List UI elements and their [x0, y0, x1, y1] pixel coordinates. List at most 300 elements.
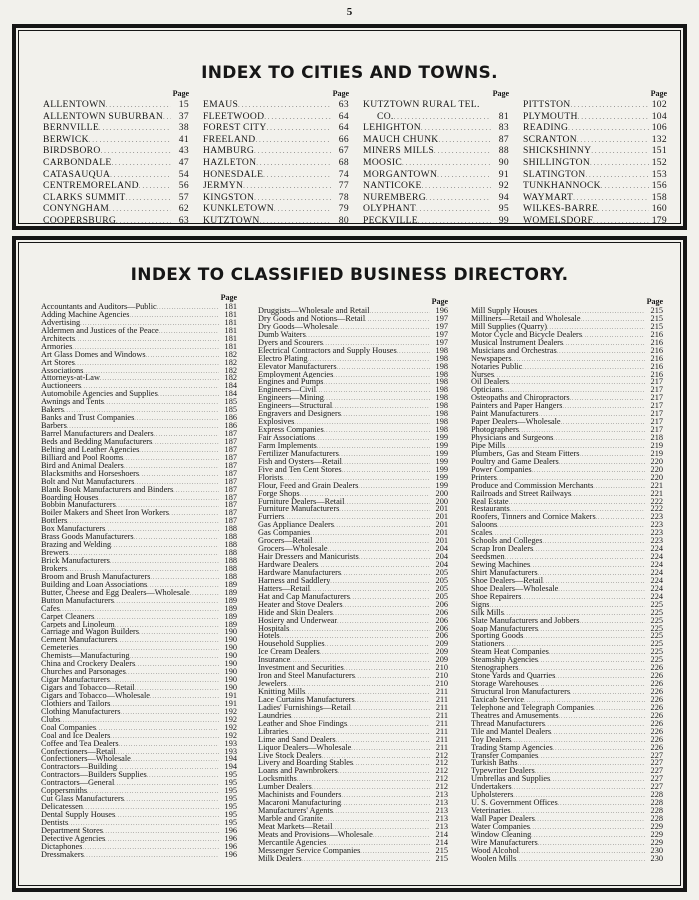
index-entry [523, 180, 667, 192]
index-entry [258, 720, 448, 728]
index-entry [258, 553, 448, 561]
entry-page-number: 206 [435, 615, 448, 625]
entry-name: Shoe Dealers—Retail [471, 576, 544, 585]
dot-leader [342, 468, 430, 476]
entry-page-number: 106 [651, 122, 667, 134]
entry-name: Lumber Dealers [258, 783, 312, 792]
entry-name: CO. [377, 110, 394, 122]
dot-leader [310, 531, 430, 539]
entry-name: Engines and Pumps [258, 378, 324, 387]
index-entry [523, 215, 667, 227]
page-column-label: Page [431, 297, 448, 306]
entry-page-number: 221 [650, 480, 663, 490]
entry-page-number: 197 [435, 337, 448, 347]
dot-leader [359, 555, 430, 563]
entry-name: MOOSIC [363, 156, 403, 168]
index-entry [258, 355, 448, 363]
entry-name: Soap Manufacturers [471, 624, 539, 633]
dot-leader [256, 159, 331, 171]
entry-page-number: 188 [224, 571, 237, 581]
dot-leader [601, 182, 649, 194]
index-entry [258, 640, 448, 648]
entry-page-number: 201 [435, 504, 448, 514]
entry-name: FLEETWOOD [203, 110, 265, 122]
entry-page-number: 189 [224, 603, 237, 613]
index-entry [203, 169, 349, 181]
entry-name: Seedsmen [471, 553, 505, 562]
entry-name: Dyers and Scourers [258, 338, 323, 347]
entry-name: Hat and Cap Manufacturers [258, 592, 350, 601]
dot-leader [332, 404, 430, 412]
index-entry [363, 169, 509, 181]
entry-page-number: 219 [650, 440, 663, 450]
entry-name: Steam Heat Companies [471, 648, 549, 657]
entry-page-number: 190 [224, 651, 237, 661]
dot-leader [558, 587, 645, 595]
dot-leader [339, 452, 430, 460]
entry-name: Turkish Baths [471, 759, 518, 768]
index-entry [258, 402, 448, 410]
entry-name: CLARKS SUMMIT [43, 191, 126, 203]
index-entry [471, 386, 663, 394]
index-entry [258, 474, 448, 482]
dot-leader [163, 113, 171, 125]
entry-page-number: 199 [435, 456, 448, 466]
index-entry [41, 478, 237, 486]
index-entry [258, 371, 448, 379]
index-entry [41, 827, 237, 835]
entry-page-number: 215 [435, 853, 448, 863]
dot-leader [98, 496, 219, 504]
index-entry [471, 545, 663, 553]
entry-page-number: 187 [224, 500, 237, 510]
dot-leader [339, 507, 430, 515]
entry-name: Engineers—Mining [258, 394, 324, 403]
entry-page-number: 74 [338, 168, 349, 180]
index-entry [523, 192, 667, 204]
index-entry [471, 505, 663, 513]
index-entry [471, 609, 663, 617]
entry-name: Investment and Securities [258, 664, 344, 673]
entry-page-number: 217 [650, 377, 663, 387]
entry-page-number: 83 [498, 122, 509, 134]
index-entry [41, 700, 237, 708]
entry-page-number: 64 [338, 122, 349, 134]
entry-name: Banks and Trust Companies [41, 414, 135, 423]
index-entry [471, 791, 663, 799]
dot-leader [123, 456, 219, 464]
entry-name: Meat Markets—Retail [258, 822, 333, 831]
index-entry [258, 466, 448, 474]
index-entry [258, 752, 448, 760]
entry-name: Scales [471, 529, 493, 538]
dot-leader [350, 595, 430, 603]
index-entry [471, 426, 663, 434]
dot-leader [115, 813, 219, 821]
entry-page-number: 79 [338, 203, 349, 215]
index-entry [258, 482, 448, 490]
index-entry [258, 847, 448, 855]
index-entry [43, 203, 189, 215]
index-entry [471, 640, 663, 648]
dot-leader [119, 742, 219, 750]
dot-leader [116, 750, 219, 758]
dot-leader [337, 365, 430, 373]
entry-page-number: 195 [224, 786, 237, 796]
entry-name: Engineers—Structural [258, 402, 333, 411]
index-entry [523, 157, 667, 169]
entry-name: Box Manufacturers [41, 525, 106, 534]
entry-page-number: 215 [650, 313, 663, 323]
index-entry [41, 311, 237, 319]
entry-name: Dentists [41, 818, 69, 827]
entry-name: PLYMOUTH [523, 110, 578, 122]
entry-page-number: 224 [650, 552, 663, 562]
index-entry [363, 215, 509, 227]
entry-page-number: 181 [224, 317, 237, 327]
entry-name: Coppersmiths [41, 787, 88, 796]
entry-page-number: 200 [435, 496, 448, 506]
entry-name: COOPERSBURG [43, 214, 117, 226]
index-entry [41, 748, 237, 756]
dot-leader [289, 627, 430, 635]
dot-leader [568, 124, 649, 136]
index-entry [41, 771, 237, 779]
entry-page-number: 198 [435, 377, 448, 387]
entry-name: Leather and Shoe Findings [258, 719, 348, 728]
entry-name: Carriage and Wagon Builders [41, 628, 140, 637]
dot-leader [530, 563, 645, 571]
entry-page-number: 192 [224, 706, 237, 716]
entry-page-number: 195 [224, 778, 237, 788]
dot-leader [333, 611, 430, 619]
entry-name: Oil Dealers [471, 378, 510, 387]
dot-leader [553, 436, 645, 444]
index-entry [523, 111, 667, 123]
entry-page-number: 210 [435, 671, 448, 681]
entry-page-number: 187 [224, 444, 237, 454]
index-entry [471, 656, 663, 664]
index-entry [41, 359, 237, 367]
entry-name: Musicians and Orchestras [471, 346, 557, 355]
entry-page-number: 217 [650, 401, 663, 411]
entry-name: Transfer Companies [471, 751, 539, 760]
index-entry [41, 486, 237, 494]
entry-name: Sporting Goods [471, 632, 524, 641]
entry-page-number: 192 [224, 722, 237, 732]
dot-leader [593, 484, 645, 492]
index-entry [41, 716, 237, 724]
entry-name: Dry Goods—Wholesale [258, 322, 338, 331]
entry-name: Theatres and Amusements [471, 711, 559, 720]
entry-page-number: 222 [650, 496, 663, 506]
entry-name: Signs [471, 600, 490, 609]
entry-name: Building and Loan Associations [41, 580, 148, 589]
index-entry [41, 692, 237, 700]
entry-page-number: 181 [224, 325, 237, 335]
index-entry [41, 414, 237, 422]
index-entry [41, 541, 237, 549]
entry-name: Wall Paper Dealers [471, 815, 535, 823]
entry-page-number: 193 [224, 746, 237, 756]
index-entry [363, 145, 509, 157]
entry-name: Engravers and Designers [258, 410, 341, 419]
entry-name: China and Crockery Dealers [41, 660, 136, 669]
entry-name: Lime and Sand Dealers [258, 735, 336, 744]
entry-name: Musical Instrument Dealers [471, 338, 564, 347]
index-entry [41, 343, 237, 351]
index-entry [471, 498, 663, 506]
entry-page-number: 204 [435, 560, 448, 569]
dot-leader [341, 793, 430, 801]
index-entry [258, 394, 448, 402]
entry-page-number: 221 [650, 488, 663, 498]
index-entry [471, 632, 663, 640]
entry-page-number: 188 [224, 556, 237, 565]
entry-name: BIRDSBORO [43, 145, 101, 157]
dot-leader [110, 559, 219, 567]
entry-name: Five and Ten Cent Stores [258, 465, 342, 474]
entry-page-number: 226 [650, 687, 663, 696]
entry-name: Hosiery and Underwear [258, 616, 338, 625]
dot-leader [370, 309, 430, 317]
entry-name: Libraries [258, 727, 288, 736]
dot-leader [519, 849, 645, 857]
index-entry [471, 680, 663, 688]
entry-name: Painters and Paper Hangers [471, 402, 563, 411]
entry-page-number: 216 [650, 353, 663, 363]
entry-page-number: 189 [224, 579, 237, 589]
index-entry [363, 157, 509, 169]
index-entry [471, 577, 663, 585]
entry-page-number: 229 [650, 829, 663, 839]
index-entry [258, 593, 448, 601]
entry-name: KUTZTOWN RURAL TEL. [363, 99, 480, 110]
entry-page-number: 225 [650, 655, 663, 665]
entry-name: Pipe Mills [471, 441, 506, 450]
index-entry [41, 382, 237, 390]
entry-name: Real Estate [471, 497, 509, 506]
dot-leader [341, 412, 430, 420]
entry-page-number: 228 [650, 814, 663, 823]
entry-page-number: 43 [178, 145, 189, 157]
entry-page-number: 189 [224, 611, 237, 621]
entry-page-number: 153 [651, 168, 667, 180]
entry-name: FREELAND [203, 133, 256, 145]
entry-name: Farm Implements [258, 441, 317, 450]
entry-name: Milliners—Retail and Wholesale [471, 314, 581, 323]
entry-page-number: 199 [435, 472, 448, 482]
entry-page-number: 41 [178, 133, 189, 145]
entry-page-number: 192 [224, 730, 237, 740]
entry-page-number: 188 [224, 563, 237, 573]
entry-name: Laundries [258, 711, 292, 720]
entry-page-number: 66 [338, 133, 349, 145]
entry-page-number: 225 [650, 623, 663, 633]
entry-page-number: 181 [224, 333, 237, 343]
index-entry [203, 111, 349, 123]
entry-name: Knitting Mills [258, 688, 306, 696]
dot-leader [256, 136, 331, 148]
entry-name: Hotels [258, 632, 280, 641]
dot-leader [538, 841, 645, 849]
entry-name: Associations [41, 366, 84, 375]
index-entry [363, 134, 509, 146]
entry-page-number: 187 [224, 484, 237, 494]
entry-page-number: 214 [435, 829, 448, 839]
entry-name: WAYMART [523, 191, 574, 203]
entry-name: KINGSTON [203, 191, 255, 203]
entry-page-number: 198 [435, 425, 448, 435]
index-entry [203, 215, 349, 227]
index-entry [41, 501, 237, 509]
dot-leader [324, 428, 430, 436]
entry-name: Nurses [471, 370, 495, 379]
dot-leader [397, 349, 430, 357]
entry-page-number: 188 [224, 524, 237, 534]
entry-name: Umbrellas and Supplies [471, 775, 551, 784]
dot-leader [96, 726, 219, 734]
dot-leader [114, 781, 219, 789]
entry-page-number: 210 [435, 663, 448, 673]
entry-name: Power Companies [471, 465, 532, 474]
entry-page-number: 196 [224, 849, 237, 859]
entry-name: Cement Manufacturers [41, 636, 118, 645]
entry-name: Manufacturers' Agents [258, 807, 333, 816]
index-entry [471, 418, 663, 426]
index-entry [258, 410, 448, 418]
dot-leader [555, 674, 645, 682]
index-entry [41, 422, 237, 430]
index-entry [43, 180, 189, 192]
entry-name: Bakers [41, 406, 65, 415]
entry-page-number: 227 [650, 782, 663, 792]
dot-leader [509, 380, 645, 388]
dot-leader [139, 630, 219, 638]
dot-leader [116, 217, 171, 229]
index-entry [41, 470, 237, 478]
entry-name: Bobbin Manufacturers [41, 501, 116, 510]
entry-page-number: 196 [224, 833, 237, 843]
index-entry [258, 728, 448, 736]
entry-page-number: 229 [650, 837, 663, 847]
entry-page-number: 213 [435, 790, 448, 800]
entry-page-number: 224 [650, 583, 663, 593]
index-entry [471, 767, 663, 775]
entry-name: EMAUS [203, 99, 239, 110]
dot-leader [538, 571, 645, 579]
dot-leader [130, 654, 220, 662]
index-entry [41, 811, 237, 819]
index-entry [43, 169, 189, 181]
entry-name: Typewriter Dealers [471, 767, 535, 776]
entry-page-number: 57 [178, 191, 189, 203]
entry-page-number: 211 [435, 734, 448, 744]
index-entry [471, 347, 663, 355]
index-entry [258, 378, 448, 386]
entry-page-number: 132 [651, 133, 667, 145]
index-entry [41, 589, 237, 597]
index-entry [41, 327, 237, 335]
index-entry [471, 839, 663, 847]
entry-name: Structural Iron Manufacturers [471, 688, 571, 696]
entry-page-number: 224 [650, 567, 663, 577]
dot-leader [129, 313, 219, 321]
index-entry [258, 632, 448, 640]
index-entry [258, 807, 448, 815]
dot-leader [323, 817, 430, 825]
dot-leader [274, 205, 331, 217]
entry-name: Button Manufacturers [41, 596, 115, 605]
index-entry [41, 660, 237, 668]
business-column-3 [471, 297, 663, 863]
entry-name: Liquor Dealers—Wholesale [258, 743, 352, 752]
entry-page-number: 67 [338, 145, 349, 157]
dot-leader [570, 396, 645, 404]
entry-page-number: 215 [435, 845, 448, 855]
entry-name: Boarding Houses [41, 493, 99, 502]
entry-page-number: 205 [435, 591, 448, 601]
entry-page-number: 224 [650, 544, 663, 554]
index-entry [471, 720, 663, 728]
entry-name: PITTSTON [523, 99, 571, 110]
index-entry [471, 355, 663, 363]
entry-page-number: 37 [178, 110, 189, 122]
entry-name: WILKES-BARRE [523, 203, 599, 215]
entry-name: LEHIGHTON [363, 122, 421, 134]
entry-name: Silk Mills [471, 608, 504, 617]
index-entry [41, 319, 237, 327]
entry-page-number: 199 [435, 433, 448, 442]
entry-name: Machinists and Founders [258, 791, 342, 800]
entry-name: Dry Goods and Notions—Retail [258, 314, 366, 323]
index-entry [41, 787, 237, 795]
entry-page-number: 225 [650, 631, 663, 641]
entry-name: JERMYN [203, 180, 244, 192]
dot-leader [134, 535, 219, 543]
entry-page-number: 182 [224, 349, 237, 359]
entry-page-number: 225 [650, 615, 663, 625]
entry-page-number: 198 [435, 345, 448, 355]
entry-name: Gas Appliance Dealers [258, 521, 335, 530]
entry-name: Lace Curtains Manufacturers [258, 695, 355, 704]
index-entry [43, 134, 189, 146]
index-entry [41, 549, 237, 557]
entry-name: Brick Manufacturers [41, 557, 110, 565]
index-entry [41, 557, 237, 565]
entry-name: MINERS MILLS [363, 145, 435, 157]
dot-leader [150, 694, 219, 702]
index-entry [258, 426, 448, 434]
dot-leader [139, 472, 219, 480]
dot-leader [530, 825, 645, 833]
dot-leader [535, 817, 645, 825]
entry-name: Printers [471, 473, 497, 482]
entry-page-number: 185 [224, 405, 237, 415]
entry-page-number: 209 [435, 639, 448, 649]
index-entry [258, 672, 448, 680]
entry-name: Heater and Stove Dealers [258, 600, 343, 609]
entry-name: ALLENTOWN [43, 99, 106, 110]
entry-page-number: 206 [435, 607, 448, 617]
entry-name: Household Supplies [258, 640, 325, 649]
business-column-2 [258, 297, 448, 863]
dot-leader [358, 484, 430, 492]
entry-page-number: 222 [650, 504, 663, 514]
dot-leader [365, 317, 430, 325]
entry-page-number: 195 [224, 770, 237, 780]
entry-page-number: 196 [224, 841, 237, 851]
